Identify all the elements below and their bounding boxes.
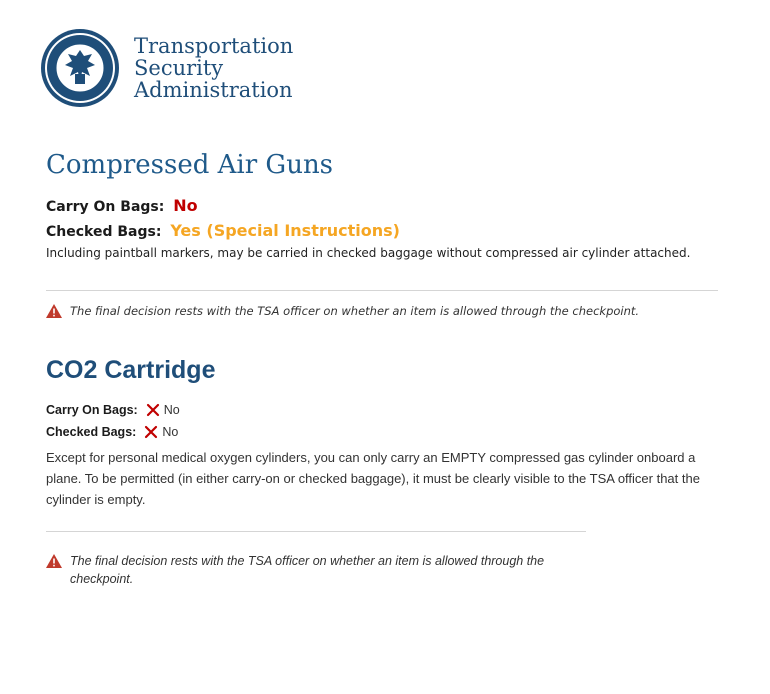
warning-icon bbox=[46, 554, 62, 568]
warning-icon bbox=[46, 304, 62, 318]
carry-on-value: No bbox=[173, 196, 198, 215]
agency-name-line-3: Administration bbox=[134, 78, 293, 102]
divider bbox=[46, 531, 586, 532]
checked-row bbox=[46, 425, 726, 439]
disclaimer-text: The final decision rests with the TSA officer on whether an item is allowed through the checkpoint. bbox=[70, 554, 545, 586]
checked-label: Checked Bags: bbox=[46, 224, 162, 240]
item-description: Except for personal medical oxygen cylinders, you can only carry an EMPTY compressed gas cylinder onboard a plane. To be permitted (in either carry-on or checked baggage), it must be clearly visible to the TSA officer that the cylinder is empty. bbox=[46, 450, 700, 507]
item-title: Compressed Air Guns bbox=[46, 150, 334, 180]
x-icon bbox=[144, 425, 158, 439]
x-icon bbox=[146, 403, 160, 417]
checked-value: Yes (Special Instructions) bbox=[170, 221, 400, 240]
dhs-seal-icon bbox=[40, 28, 120, 108]
checked-value: No bbox=[162, 425, 179, 439]
item-compressed-air-guns bbox=[46, 150, 726, 260]
agency-name-line-1: Transportation bbox=[134, 34, 294, 58]
item-co2-cartridge bbox=[46, 356, 726, 510]
checked-label: Checked Bags: bbox=[46, 425, 137, 439]
disclaimer-note bbox=[46, 304, 639, 318]
divider bbox=[46, 290, 718, 291]
carry-on-label: Carry On Bags: bbox=[46, 403, 138, 417]
carry-on-label: Carry On Bags: bbox=[46, 199, 165, 215]
disclaimer-text: The final decision rests with the TSA officer on whether an item is allowed through the checkpoint. bbox=[70, 304, 640, 318]
carry-on-value: No bbox=[163, 403, 180, 417]
carry-on-row bbox=[46, 196, 726, 215]
disclaimer-note bbox=[46, 552, 586, 588]
agency-name bbox=[134, 35, 293, 101]
tsa-header bbox=[40, 28, 293, 108]
carry-on-row bbox=[46, 403, 726, 417]
checked-row bbox=[46, 221, 726, 240]
item-description: Including paintball markers, may be carried in checked baggage without compressed air cylinder attached. bbox=[46, 246, 691, 260]
agency-name-line-2: Security bbox=[134, 56, 224, 80]
item-title: CO2 Cartridge bbox=[46, 356, 216, 384]
